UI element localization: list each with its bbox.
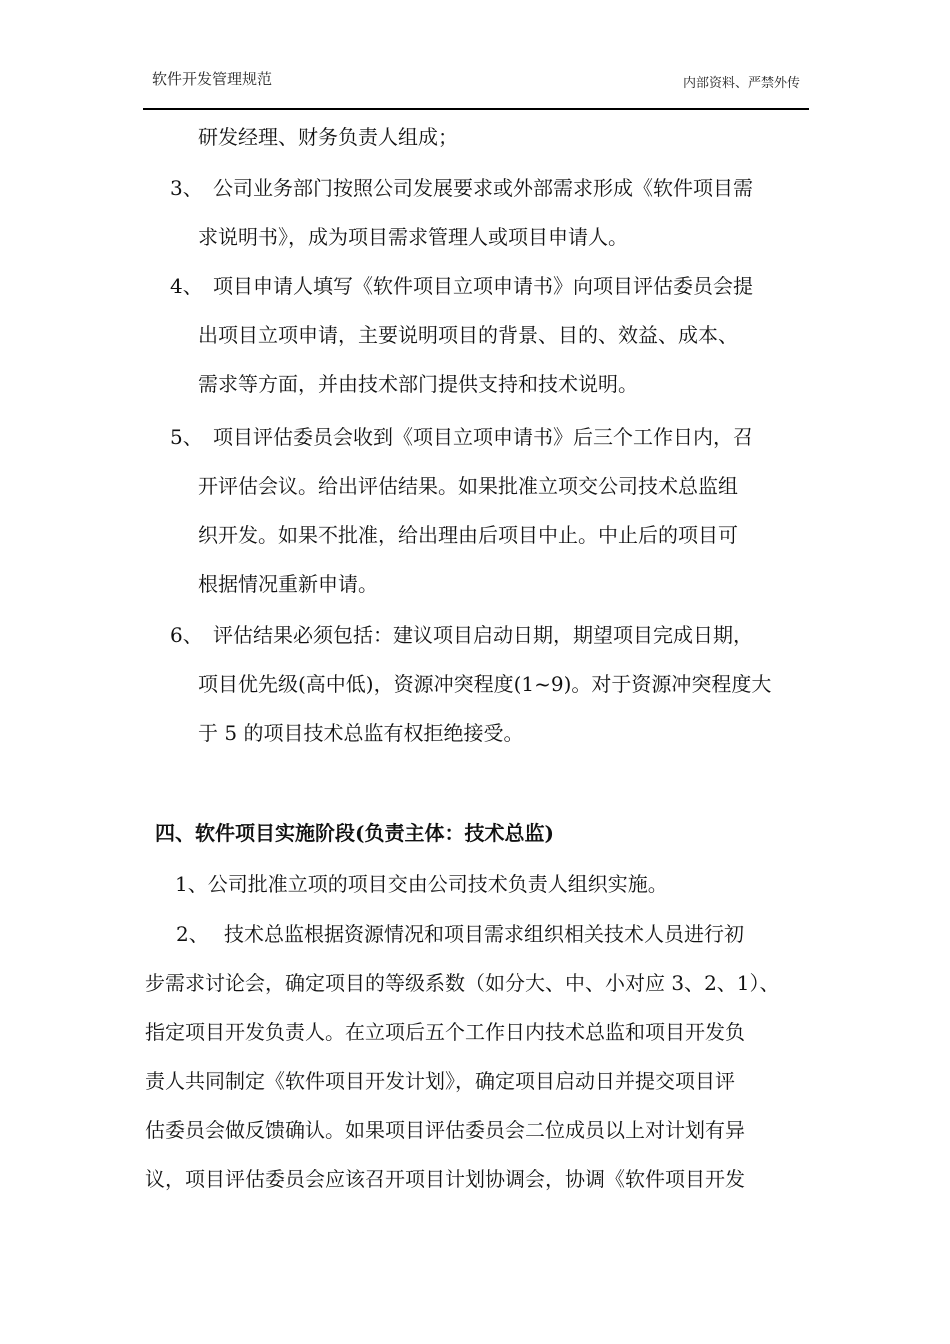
list-item-line: 出项目立项申请，主要说明项目的背景、目的、效益、成本、 (198, 323, 738, 347)
section-item-2-line: 步需求讨论会，确定项目的等级系数（如分大、中、小对应 3、2、1）、 (145, 971, 780, 995)
list-item-line: 根据情况重新申请。 (198, 572, 378, 596)
section-item-2-line: 指定项目开发负责人。在立项后五个工作日内技术总监和项目开发负 (145, 1020, 745, 1044)
header-rule (143, 108, 809, 110)
list-item-line: 于 5 的项目技术总监有权拒绝接受。 (198, 721, 524, 745)
section-heading: 四、软件项目实施阶段(负责主体：技术总监) (155, 821, 554, 845)
list-item-line: 项目优先级(高中低)，资源冲突程度(1~9)。对于资源冲突程度大 (198, 672, 772, 696)
header-title: 软件开发管理规范 (152, 70, 273, 88)
list-item-line: 织开发。如果不批准，给出理由后项目中止。中止后的项目可 (198, 523, 738, 547)
list-item-line: 开评估会议。给出评估结果。如果批准立项交公司技术总监组 (198, 474, 738, 498)
list-item-line: 求说明书》，成为项目需求管理人或项目申请人。 (198, 225, 628, 249)
header-confidential-note: 内部资料、严禁外传 (682, 76, 800, 91)
section-item-1: 1、公司批准立项的项目交由公司技术负责人组织实施。 (175, 872, 668, 896)
list-item-number: 5、 (170, 425, 203, 449)
list-item-line: 评估结果必须包括：建议项目启动日期，期望项目完成日期， (213, 623, 753, 647)
list-item-line: 项目申请人填写《软件项目立项申请书》向项目评估委员会提 (213, 274, 753, 298)
list-item-number: 6、 (170, 623, 203, 647)
list-item-line: 公司业务部门按照公司发展要求或外部需求形成《软件项目需 (213, 176, 753, 200)
section-item-2-line: 估委员会做反馈确认。如果项目评估委员会二位成员以上对计划有异 (145, 1118, 745, 1142)
list-item-number: 4、 (170, 274, 203, 298)
section-item-2-line: 责人共同制定《软件项目开发计划》，确定项目启动日并提交项目评 (145, 1069, 735, 1093)
list-item-continuation: 研发经理、财务负责人组成； (198, 125, 458, 149)
list-item-line: 需求等方面，并由技术部门提供支持和技术说明。 (198, 372, 638, 396)
list-item-line: 项目评估委员会收到《项目立项申请书》后三个工作日内，召 (213, 425, 753, 449)
list-item-number: 3、 (170, 176, 203, 200)
section-item-2-line: 议，项目评估委员会应该召开项目计划协调会，协调《软件项目开发 (145, 1167, 745, 1191)
section-item-2-number: 2、 (176, 922, 209, 946)
section-item-2-line: 技术总监根据资源情况和项目需求组织相关技术人员进行初 (224, 922, 744, 946)
